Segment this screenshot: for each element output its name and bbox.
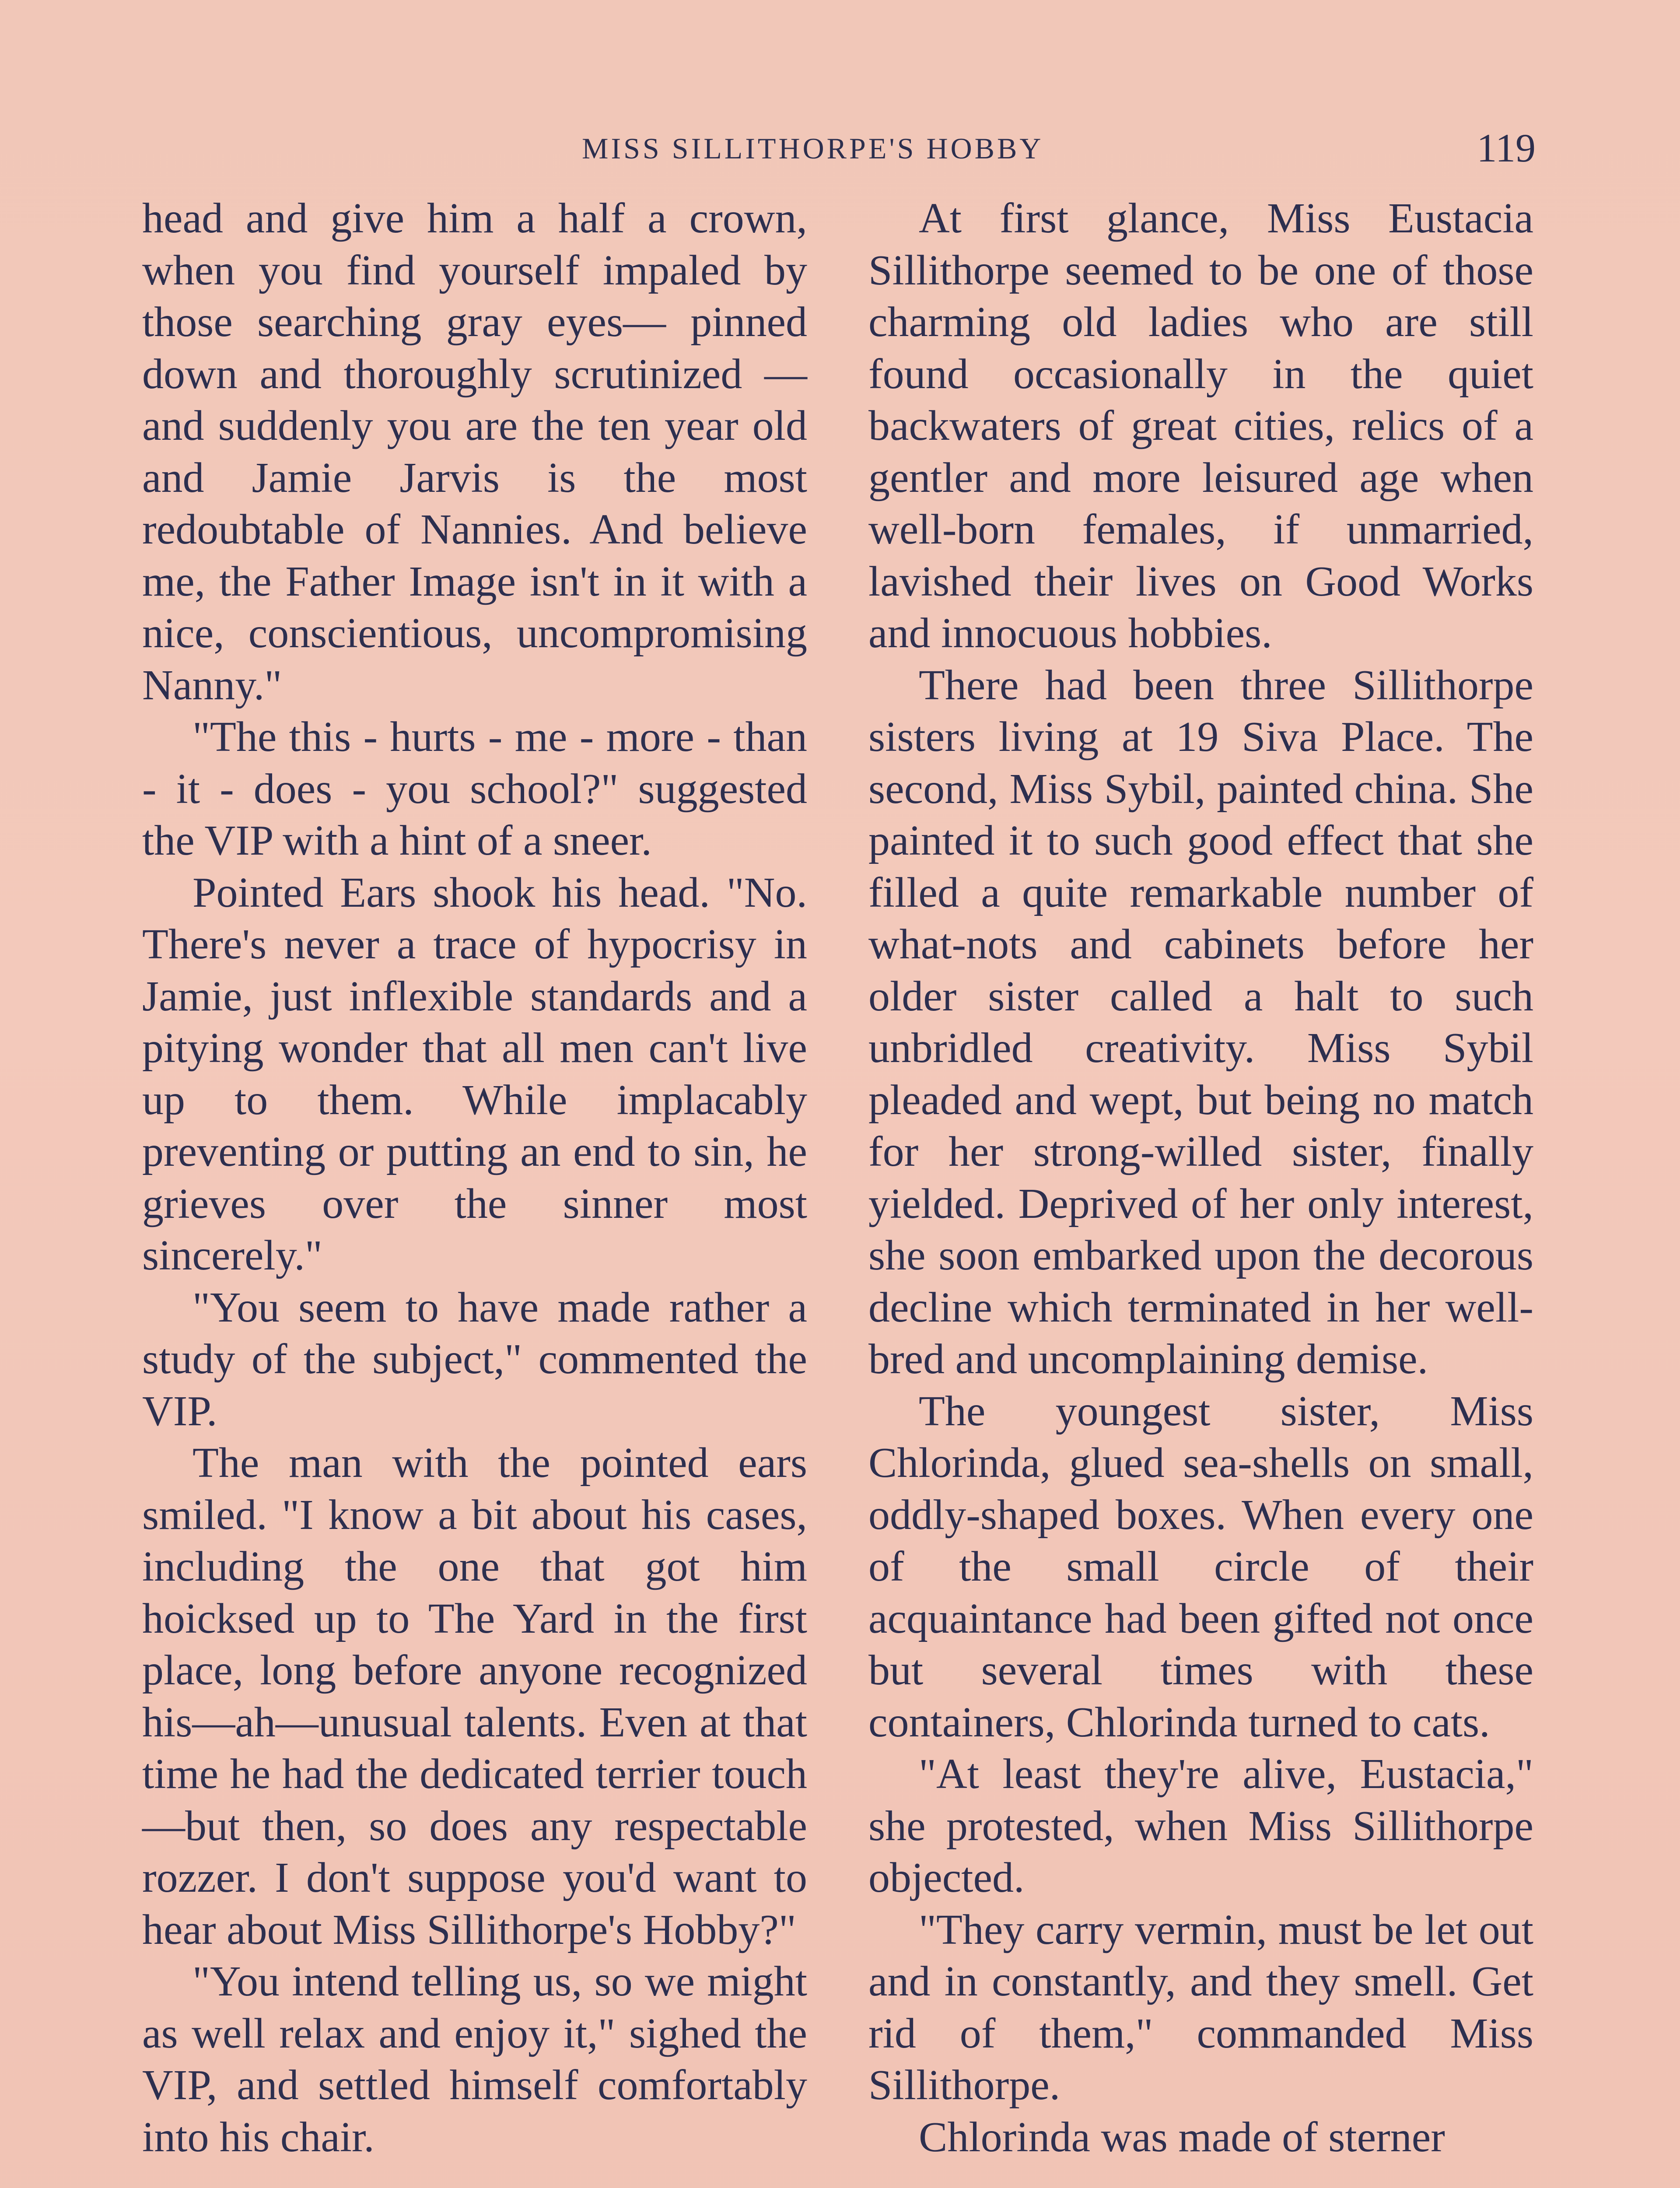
left-column — [142, 193, 807, 2163]
paragraph: There had been three Sillithorpe sisters living at 19 Siva Place. The second, Miss Sybil, painted china. She painted it to such good effect that she filled a quite remarkable number of what-nots and cabinets before her older sister called a halt to such unbridled creativity. Miss Sybil pleaded and wept, but being no match for her strong-willed sister, finally yielded. Deprived of her only interest, she soon embarked upon the decorous decline which terminated in her well-bred and uncomplaining demise. — [868, 661, 1533, 1383]
paragraph: "You intend telling us, so we might as well relax and enjoy it," sighed the VIP, and settled himself comfortably into his chair. — [142, 1958, 807, 2161]
paragraph: Chlorinda was made of sterner — [919, 2113, 1445, 2161]
page-number: 119 — [1477, 126, 1536, 170]
paragraph: The man with the pointed ears smiled. "I know a bit about his cases, including the one that got him hoicksed up to The Yard in the first place, long before anyone recognized his—ah—unusual talents. Even at that time he had the dedicated terrier touch—but then, so does any respectable rozzer. I don't suppose you'd want to hear about Miss Sillithorpe's Hobby?" — [142, 1439, 807, 1953]
paragraph: "You seem to have made rather a study of the subject," commented the VIP. — [142, 1283, 807, 1435]
paragraph: "The this - hurts - me - more - than - it - does - you school?" suggested the VIP with a hint of a sneer. — [142, 713, 807, 864]
paragraph: head and give him a half a crown, when you find yourself impaled by those searching gray eyes— pinned down and thoroughly scrutinized — and suddenly you are the ten year old and Jamie Jarvis is the most redoubtable of Nannies. And believe me, the Father Image isn't in it with a nice, conscientious, uncompromising Nanny." — [142, 195, 807, 709]
paragraph: "At least they're alive, Eustacia," she protested, when Miss Sillithorpe objected. — [868, 1750, 1533, 1901]
paragraph: "They carry vermin, must be let out and in constantly, and they smell. Get rid of them," commanded Miss Sillithorpe. — [868, 1906, 1533, 2109]
running-head: MISS SILLITHORPE'S HOBBY — [582, 132, 1044, 165]
right-column — [868, 193, 1533, 2163]
paragraph: The youngest sister, Miss Chlorinda, glued sea-shells on small, oddly-shaped boxes. When every one of the small circle of their acquaintance had been gifted not once but several times with these containers, Chlorinda turned to cats. — [868, 1387, 1533, 1746]
paragraph: At first glance, Miss Eustacia Sillithorpe seemed to be one of those charming old ladies who are still found occasionally in the quiet backwaters of great cities, relics of a gentler and more leisured age when well-born females, if unmarried, lavished their lives on Good Works and innocuous hobbies. — [868, 195, 1533, 657]
paragraph: Pointed Ears shook his head. "No. There's never a trace of hypocrisy in Jamie, just inflexible standards and a pitying wonder that all men can't live up to them. While implacably preventing or putting an end to sin, he grieves over the sinner most sincerely." — [142, 869, 807, 1279]
